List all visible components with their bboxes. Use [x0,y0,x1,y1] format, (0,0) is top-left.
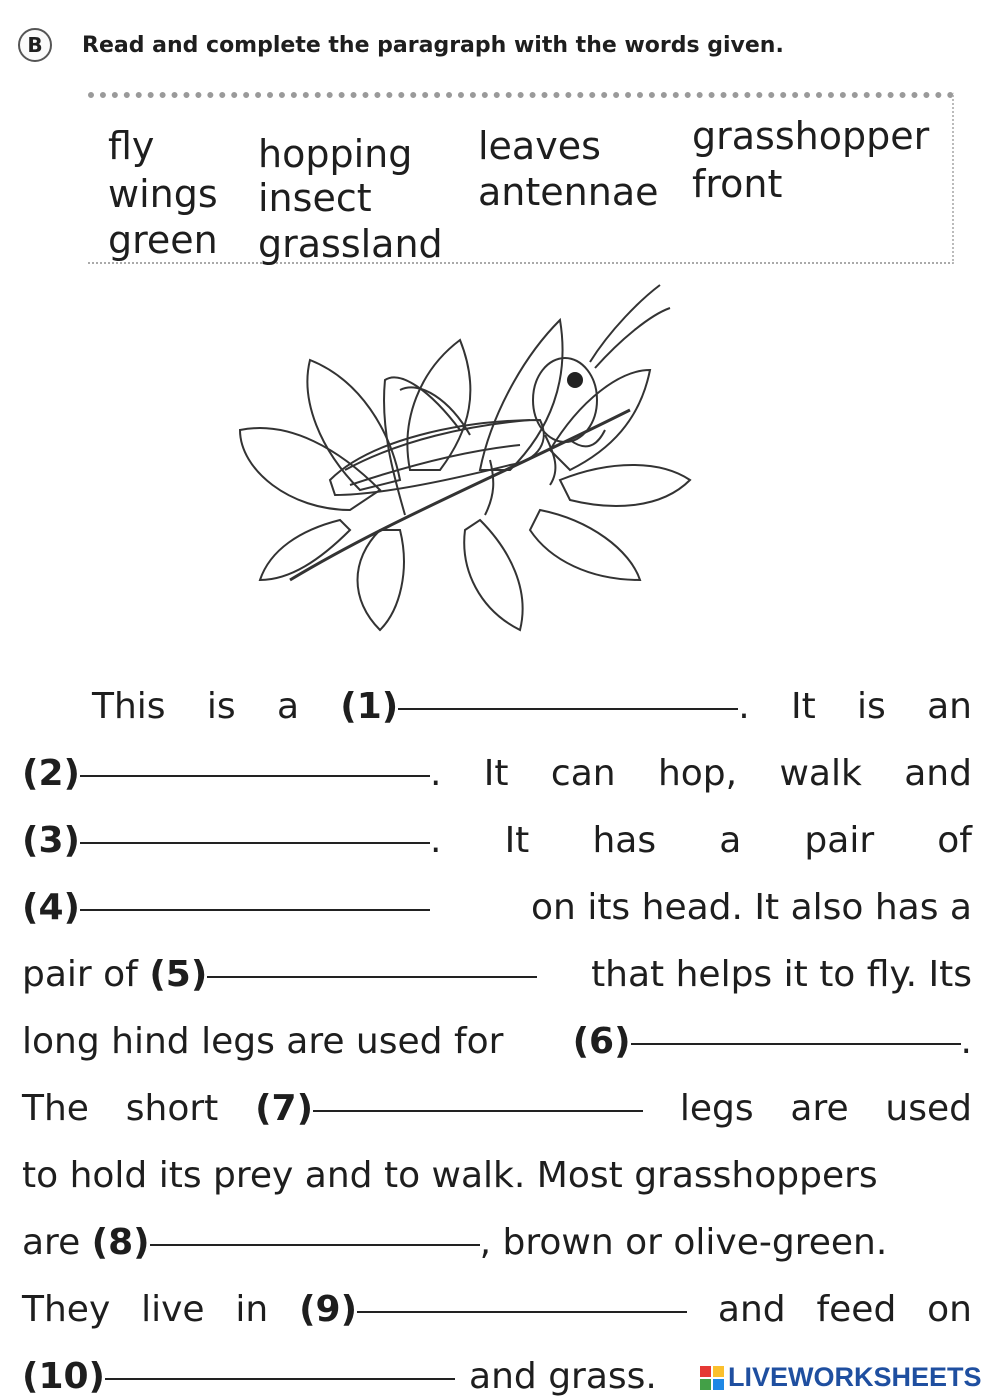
grasshopper-eye [567,372,583,388]
paragraph-line: (10) and grass. [22,1356,657,1397]
blank-number: (4) [22,887,80,928]
word-bank-item: leaves [478,124,601,168]
blank-number: (5) [149,954,208,995]
blank-number: (2) [22,753,80,794]
blank-number: (7) [255,1088,314,1129]
grasshopper-hind-leg [384,377,460,515]
logo-square [700,1366,711,1377]
logo-square [713,1379,724,1390]
leaf [464,520,522,630]
blank-9-field[interactable] [357,1309,687,1313]
paragraph-line: (4) on its head. It also has a [22,887,972,928]
liveworksheets-logo [700,1362,982,1393]
word-bank-item: grassland [258,222,443,266]
word-bank-item: front [692,162,783,206]
logo-text: LIVEWORKSHEETS [728,1362,982,1392]
leaf [550,370,650,470]
paragraph-line: (3) . It has a pair of [22,820,972,861]
blank-10-field[interactable] [105,1376,455,1380]
logo-square [713,1366,724,1377]
blank-number: (8) [91,1222,150,1263]
paragraph-line: (2) . It can hop, walk and [22,753,972,794]
leaf [560,465,690,506]
grasshopper-wing [345,420,530,470]
exercise-header [18,28,784,62]
paragraph-line: long hind legs are used for (6) . [22,1021,972,1062]
grasshopper-antenna [590,285,660,362]
blank-1-field[interactable] [398,706,738,710]
cloze-paragraph [22,660,972,1397]
word-bank-item: insect [258,176,372,220]
paragraph-line: This is a (1) . It is an [92,686,972,727]
blank-number: (3) [22,820,80,861]
instruction-text: Read and complete the paragraph with the words given. [82,32,784,58]
grasshopper-abdomen [330,420,544,495]
word-bank-item: antennae [478,170,659,214]
blank-6-field[interactable] [631,1041,961,1045]
blank-4-field[interactable] [80,907,430,911]
blank-number: (10) [22,1356,106,1397]
leaf [358,530,404,630]
leaf [240,428,380,510]
grasshopper-head [533,358,597,442]
blank-2-field[interactable] [80,773,430,777]
paragraph-line: They live in (9) and feed on [22,1289,972,1330]
word-bank-item: green [108,218,218,262]
leaf [530,510,640,580]
grasshopper-mid-leg [485,460,493,515]
blank-8-field[interactable] [150,1242,480,1246]
paragraph-line: to hold its prey and to walk. Most grasshoppers [22,1155,878,1196]
logo-square [700,1379,711,1390]
word-bank-item: wings [108,172,218,216]
paragraph-line: are (8) , brown or olive-green. [22,1222,888,1263]
word-bank-item: grasshopper [692,114,930,158]
blank-number: (6) [572,1021,631,1062]
paragraph-line: pair of (5) that helps it to fly. Its [22,954,972,995]
word-bank-item: fly [108,124,155,168]
blank-number: (1) [340,686,399,727]
logo-icon [700,1366,724,1390]
blank-number: (9) [299,1289,358,1330]
section-badge: B [18,28,52,62]
word-bank [88,92,954,264]
word-bank-item: hopping [258,132,413,176]
blank-3-field[interactable] [80,840,430,844]
paragraph-line: The short (7) legs are used [22,1088,972,1129]
blank-5-field[interactable] [207,974,537,978]
blank-7-field[interactable] [313,1108,643,1112]
grasshopper-illustration [230,280,700,640]
